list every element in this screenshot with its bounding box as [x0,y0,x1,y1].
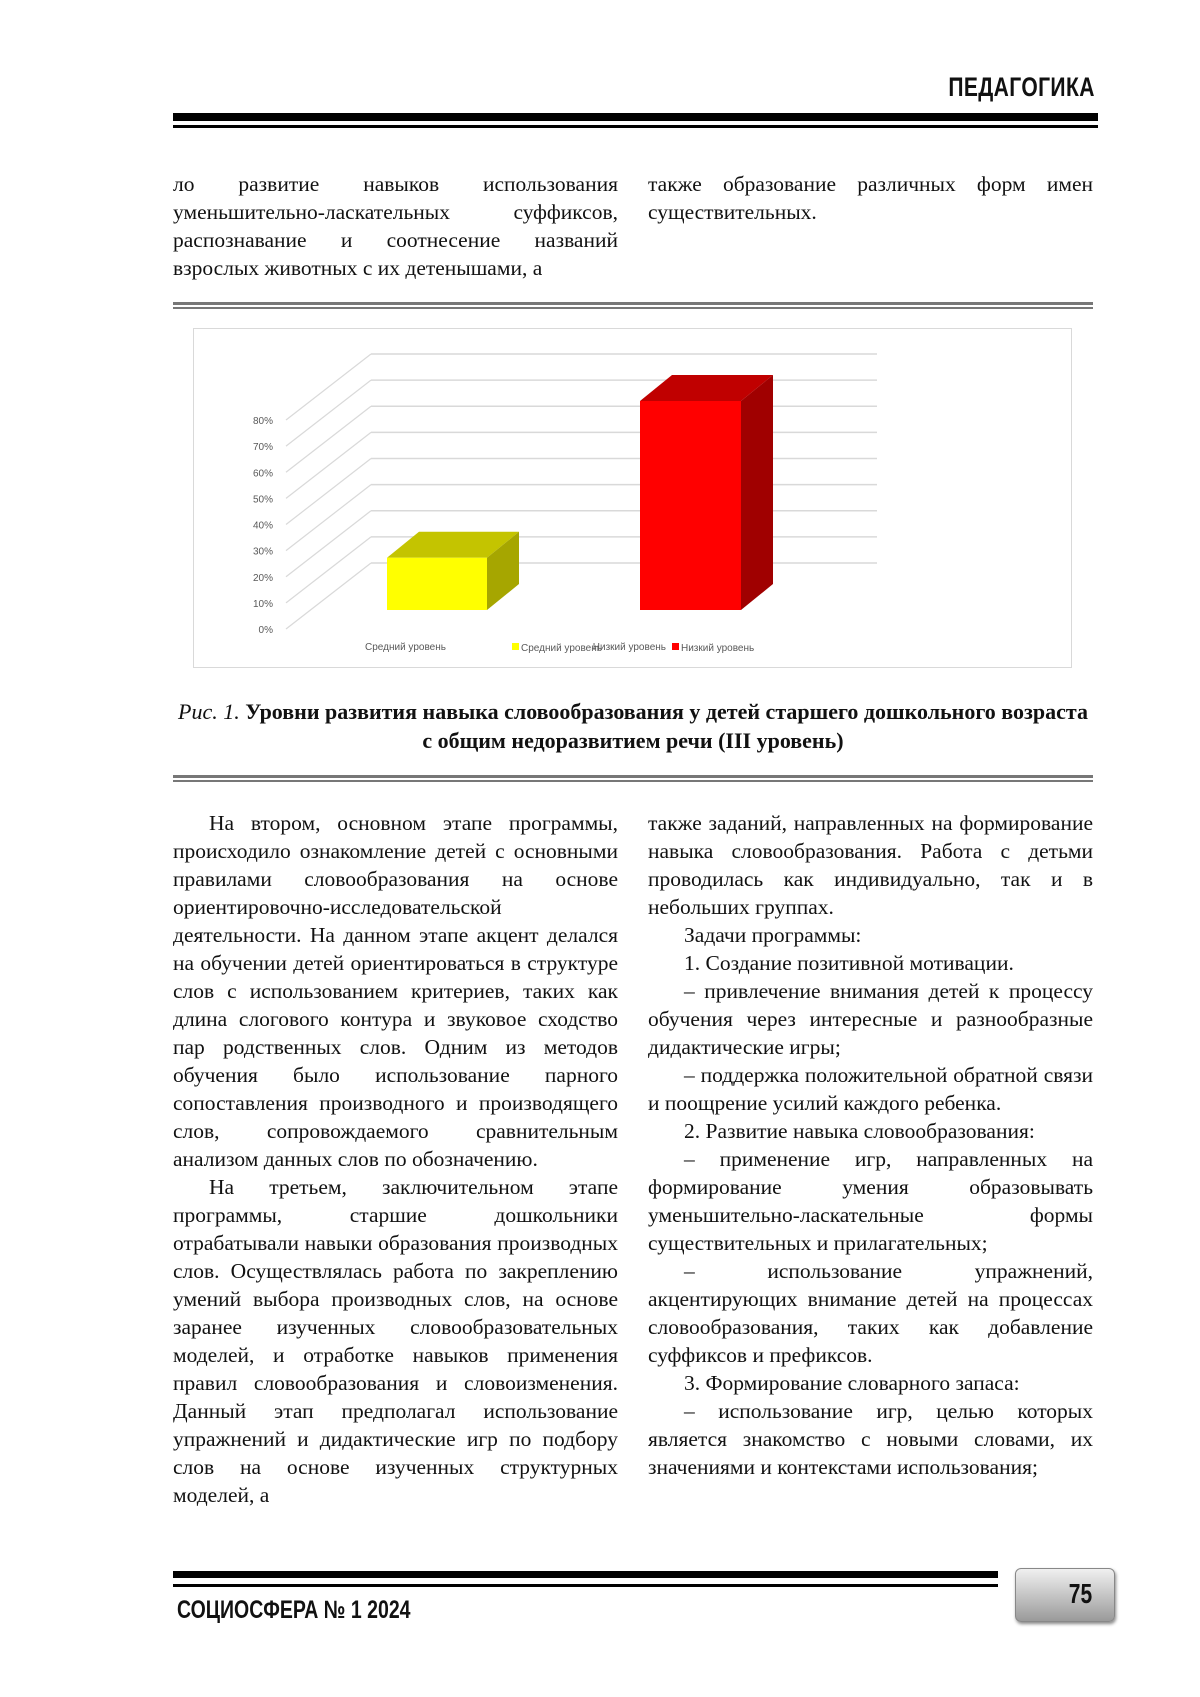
footer-rule-thin [173,1584,998,1587]
paragraph: На третьем, заключительном этапе программы, старшие дошкольники отрабатывали навыки образования производных слов. Осуществлялась работа по закреплению умений выбора производных слов, на основе заранее изученных словообразовательных моделей, и отработке навыков применения правил словообразования и словоизменения. Данный этап предполагал использование упражнений и дидактические игр по подбору слов на основе изученных структурных моделей, а [173,1173,618,1509]
list-item: – поддержка положительной обратной связи и поощрение усилий каждого ребенка. [648,1061,1093,1117]
body-left-column [173,809,618,1509]
section-title: ПЕДАГОГИКА [949,72,1095,103]
gridline-side [286,511,371,577]
paragraph: 1. Создание позитивной мотивации. [648,949,1093,977]
y-tick-label: 80% [253,416,273,427]
gridline-side [286,380,371,446]
y-tick-label: 60% [253,468,273,479]
y-tick-label: 10% [253,599,273,610]
journal-title: СОЦИОСФЕРА № 1 2024 [177,1596,411,1625]
divider [173,775,1093,782]
caption-title: Уровни развития навыка словообразования у детей старшего дошкольного возраста с общим недоразвитием речи (III уровень) [245,699,1088,753]
gridline-side [286,354,371,420]
caption-prefix: Рис. 1. [178,699,240,724]
paragraph: также заданий, направленных на формирование навыка словообразования. Работа с детьми проводилась как индивидуально, так и в небольших группах. [648,809,1093,921]
body-right-column [648,809,1093,1481]
gridline-side [286,459,371,525]
page-number-box [1015,1568,1115,1622]
paragraph: ло развитие навыков использования уменьшительно-ласкательных суффиксов, распознавание и соотнесение названий взрослых животных с их детенышами, а [173,170,618,282]
legend-label: Низкий уровень [681,643,754,654]
legend-swatch [512,643,519,650]
gridline-side [286,485,371,551]
y-tick-label: 50% [253,494,273,505]
bar-chart-3d [0,0,1200,700]
gridline-side [286,563,371,629]
paragraph: также образование различных форм имен существительных. [648,170,1093,226]
legend-label: Средний уровень [521,643,602,654]
legend-swatch [672,643,679,650]
bar-1 [640,401,741,610]
list-item: – применение игр, направленных на формирование умения образовывать уменьшительно-ласкательные формы существительных и прилагательных; [648,1145,1093,1257]
x-category-label: Низкий уровень [593,642,666,653]
paragraph: 3. Формирование словарного запаса: [648,1369,1093,1397]
list-item: – использование упражнений, акцентирующих внимание детей на процессах словообразования, таких как добавление суффиксов и префиксов. [648,1257,1093,1369]
gridline-side [286,537,371,603]
paragraph: На втором, основном этапе программы, происходило ознакомление детей с основными правилами словообразования на основе ориентировочно-исследовательской деятельности. На данном этапе акцент делался на обучении детей ориентироваться в структуре слов с использованием критериев, таких как длина слогового контура и звуковое сходство пар родственных слов. Одним из методов обучения было использование парного сопоставления производного и производящего слов, сопровождаемого сравнительным анализом данных слов по обозначению. [173,809,618,1173]
gridline-side [286,432,371,498]
gridline-side [286,406,371,472]
x-category-label: Средний уровень [365,642,446,653]
list-item: – привлечение внимания детей к процессу обучения через интересные и разнообразные дидактические игры; [648,977,1093,1061]
bar-side [741,375,773,610]
paragraph: Задачи программы: [648,921,1093,949]
bar-0 [387,558,487,610]
figure-caption [173,697,1093,755]
y-tick-label: 70% [253,442,273,453]
y-tick-label: 40% [253,521,273,532]
y-tick-label: 20% [253,573,273,584]
footer-rule-thick [173,1571,998,1578]
y-tick-label: 30% [253,547,273,558]
paragraph: 2. Развитие навыка словообразования: [648,1117,1093,1145]
page-number: 75 [1069,1578,1092,1610]
y-tick-label: 0% [259,625,274,636]
list-item: – использование игр, целью которых является знакомство с новыми словами, их значениями и контекстами использования; [648,1397,1093,1481]
